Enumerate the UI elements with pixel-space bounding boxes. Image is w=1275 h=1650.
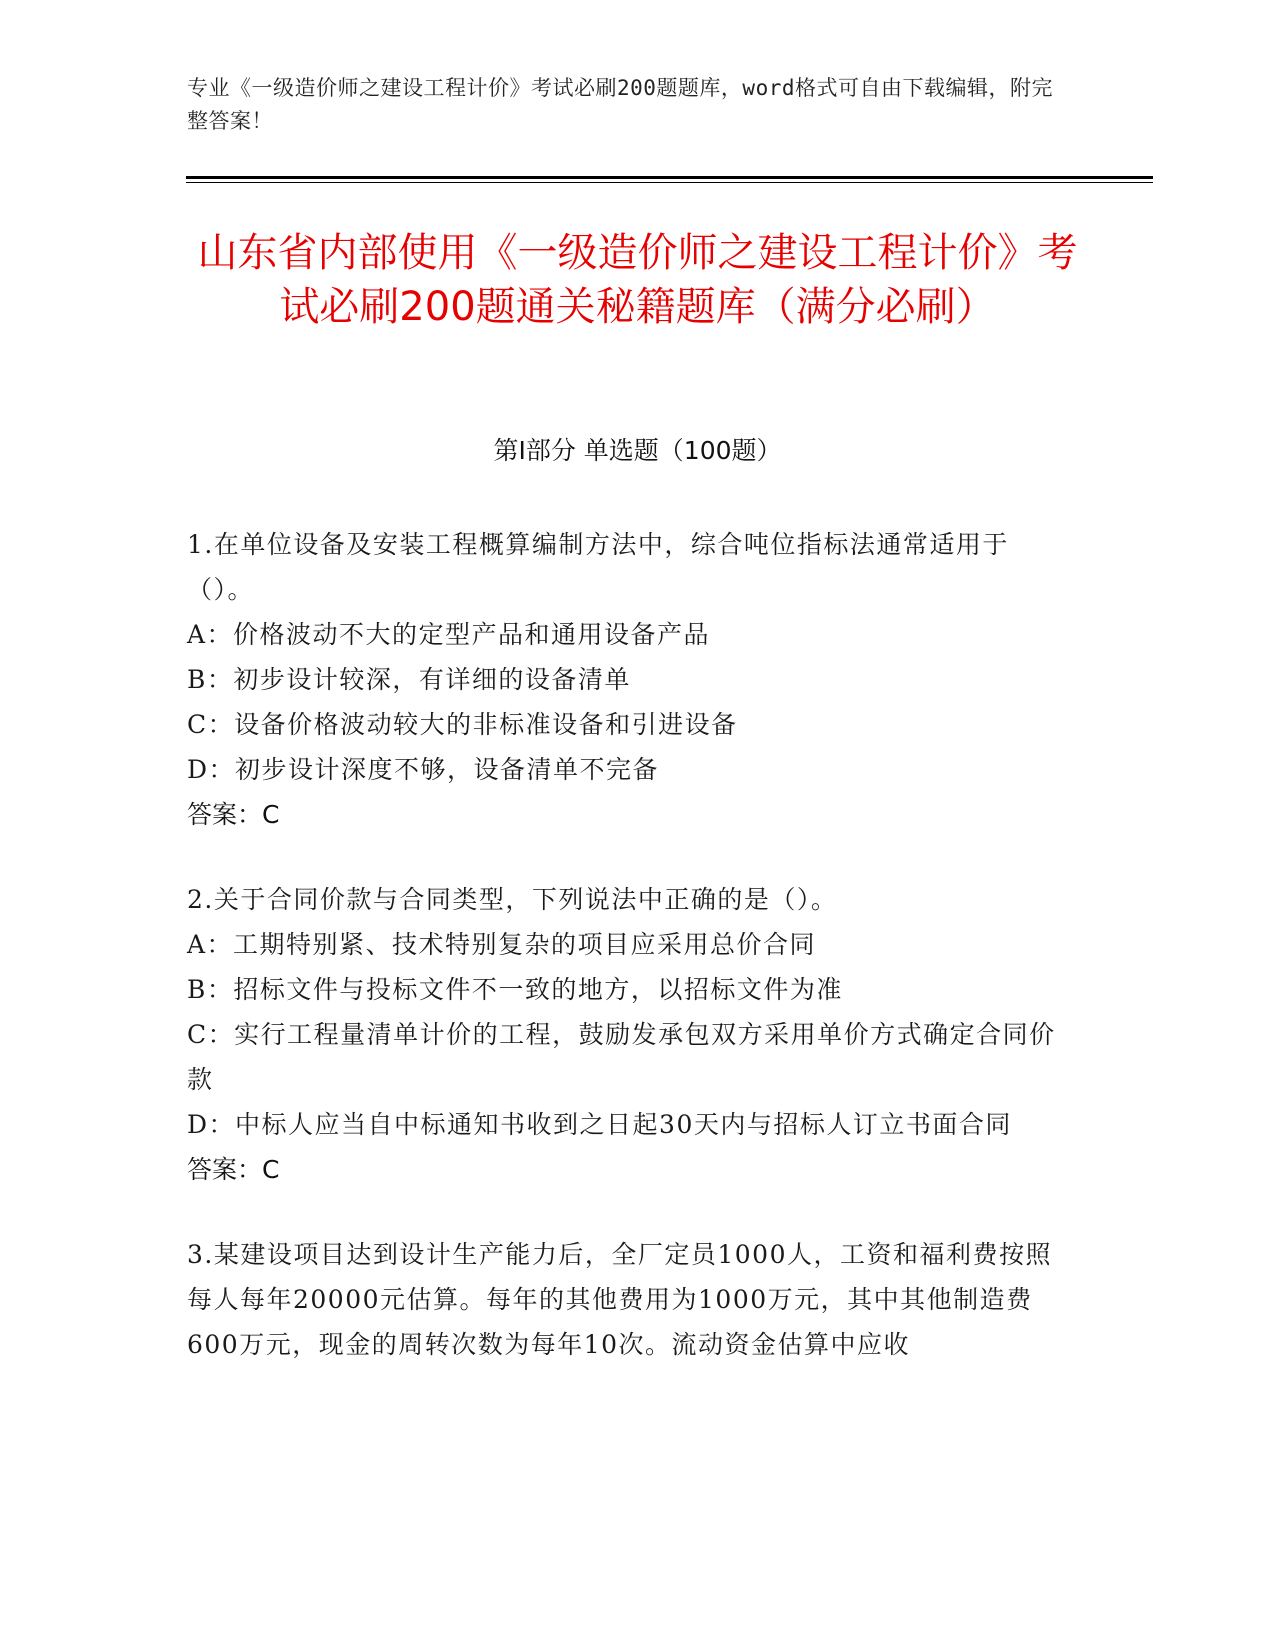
section-heading: 第I部分 单选题（100题） [493,436,782,465]
option-d: D：中标人应当自中标通知书收到之日起30天内与招标人订立书面合同 [187,1110,1012,1139]
header-divider-thick [186,176,1153,179]
option-c: C：实行工程量清单计价的工程，鼓励发承包双方采用单价方式确定合同价款 [187,1020,1056,1094]
answer: 答案：C [187,800,280,829]
option-a: A：价格波动不大的定型产品和通用设备产品 [187,620,711,649]
answer: 答案：C [187,1155,280,1184]
question-list [187,522,1067,1407]
question-1 [187,522,1067,837]
option-d: D：初步设计深度不够，设备清单不完备 [187,755,660,784]
question-stem: 1.在单位设备及安装工程概算编制方法中，综合吨位指标法通常适用于（）。 [187,530,1009,604]
option-b: B：招标文件与投标文件不一致的地方，以招标文件为准 [187,975,843,1004]
question-2 [187,877,1067,1192]
option-c: C：设备价格波动较大的非标准设备和引进设备 [187,710,738,739]
header-note: 专业《一级造价师之建设工程计价》考试必刷200题题库，word格式可自由下载编辑，附完整答案！ [187,76,1053,133]
header-divider-thin [186,182,1153,183]
question-stem: 3.某建设项目达到设计生产能力后，全厂定员1000人，工资和福利费按照每人每年20000元估算。每年的其他费用为1000万元，其中其他制造费600万元，现金的周转次数为每年10次。流动资金估算中应收 [187,1240,1052,1359]
question-stem: 2.关于合同价款与合同类型，下列说法中正确的是（）。 [187,885,838,914]
option-a: A：工期特别紧、技术特别复杂的项目应采用总价合同 [187,930,817,959]
option-b: B：初步设计较深，有详细的设备清单 [187,665,631,694]
question-3 [187,1232,1067,1367]
document-title: 山东省内部使用《一级造价师之建设工程计价》考试必刷200题通关秘籍题库（满分必刷） [197,230,1078,330]
